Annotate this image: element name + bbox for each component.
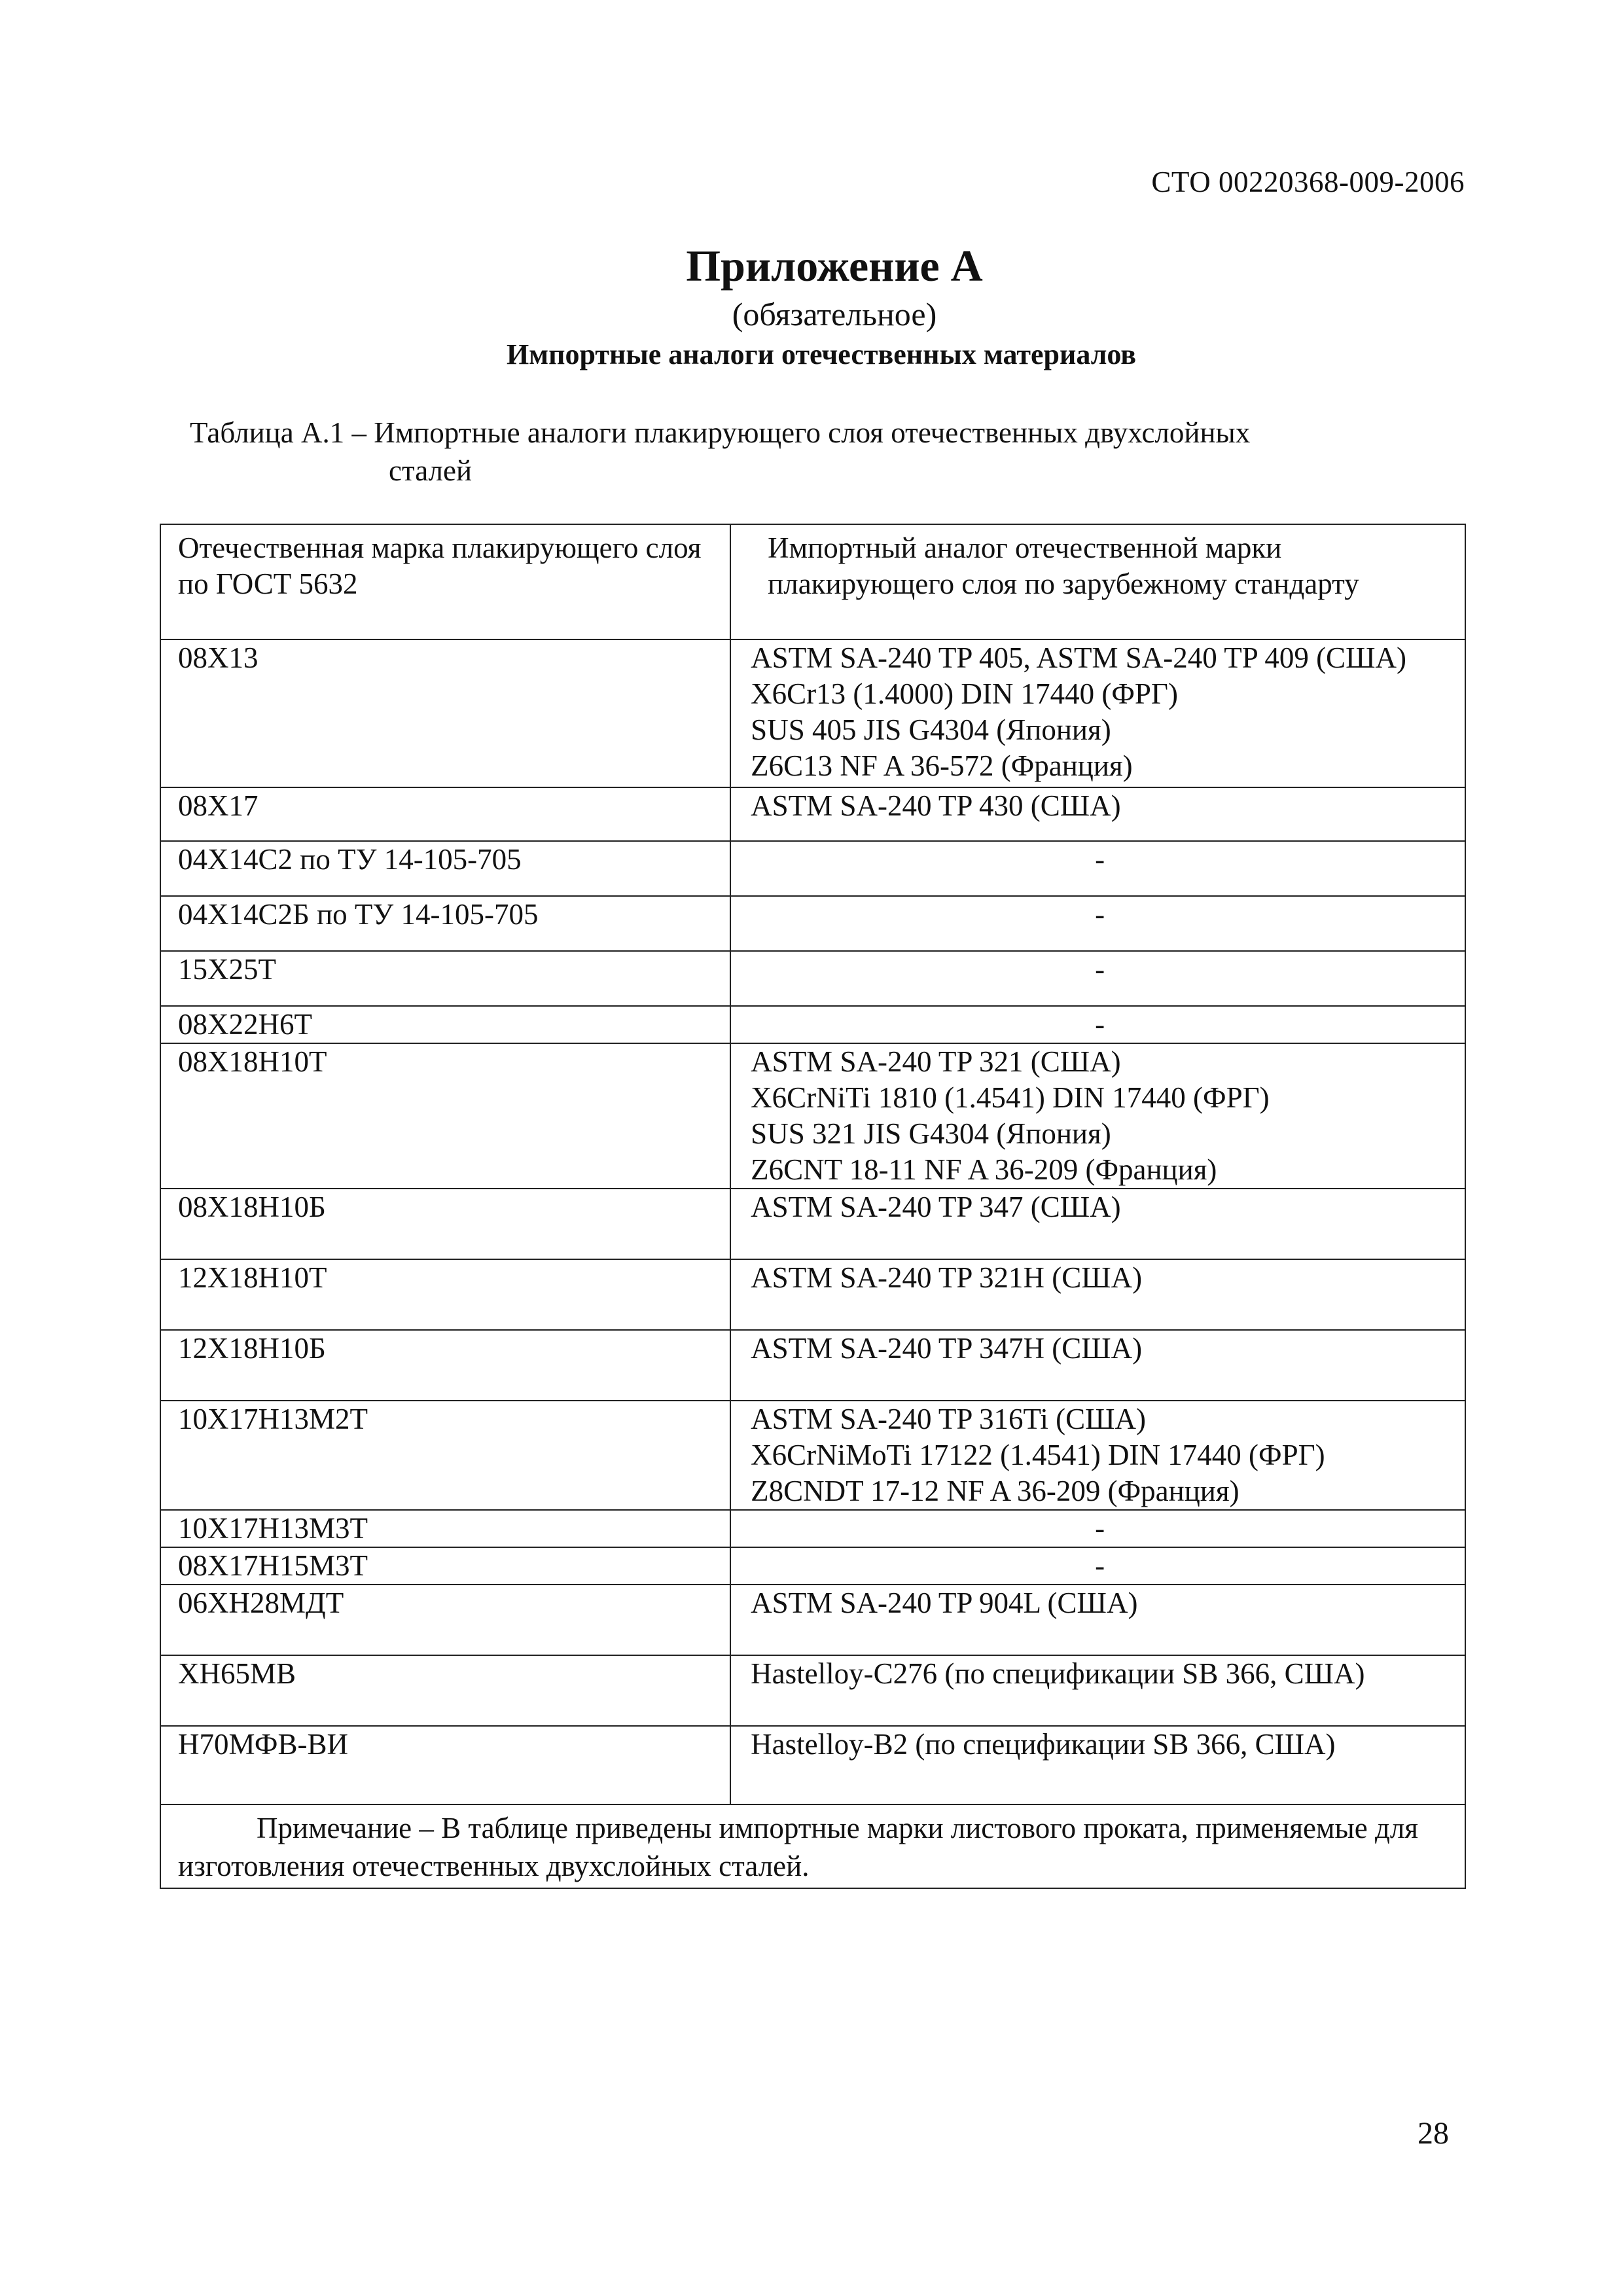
grade-cell: 06ХН28МДТ: [160, 1585, 730, 1655]
grade-cell: 10Х17Н13М2Т: [160, 1401, 730, 1510]
grade-cell: 08Х17: [160, 787, 730, 841]
table-caption: [190, 414, 1420, 490]
table-row: [160, 1655, 1465, 1726]
analog-cell: [730, 1189, 1465, 1259]
table-caption-line-2: сталей: [389, 454, 473, 487]
analog-cell: [730, 1547, 1465, 1585]
analog-line: ASTM SA-240 TP 904L (США): [751, 1587, 1138, 1619]
analog-line: ASTM SA-240 TP 347H (США): [751, 1332, 1143, 1365]
table-note: Примечание – В таблице приведены импортные марки листового проката, применяемые для изготовления отечественных двухслойных сталей.: [160, 1804, 1465, 1888]
grade-cell: ХН65МВ: [160, 1655, 730, 1726]
analog-cell: [730, 1006, 1465, 1043]
materials-table: [160, 524, 1466, 1889]
table-header-row: [160, 524, 1465, 639]
analog-line: ASTM SA-240 TP 347 (США): [751, 1191, 1121, 1223]
grade-cell: 10Х17Н13М3Т: [160, 1510, 730, 1547]
grade-cell: 08Х13: [160, 639, 730, 787]
table-note-row: [160, 1804, 1465, 1888]
table-row: [160, 1043, 1465, 1189]
table-row: [160, 1510, 1465, 1547]
grade-cell: Н70МФВ-ВИ: [160, 1726, 730, 1804]
table-row: [160, 841, 1465, 896]
analog-line: ASTM SA-240 TP 405, ASTM SA-240 TP 409 (США): [751, 641, 1406, 674]
analog-line: SUS 405 JIS G4304 (Япония): [751, 713, 1111, 746]
analog-line: Hastelloy-C276 (по спецификации SB 366, США): [751, 1657, 1365, 1690]
analog-cell: [730, 896, 1465, 951]
analog-line: SUS 321 JIS G4304 (Япония): [751, 1117, 1111, 1150]
table-row: [160, 1330, 1465, 1401]
no-analog-dash: -: [1095, 1549, 1105, 1582]
no-analog-dash: -: [1095, 953, 1105, 986]
grade-cell: 08Х18Н10Т: [160, 1043, 730, 1189]
appendix-subtitle: Импортные аналоги отечественных материалов: [506, 338, 1137, 370]
table-row: [160, 951, 1465, 1006]
analog-line: Hastelloy-B2 (по спецификации SB 366, США): [751, 1728, 1336, 1761]
analog-line: ASTM SA-240 TP 316Ti (США): [751, 1403, 1147, 1435]
grade-cell: 12Х18Н10Т: [160, 1259, 730, 1330]
table-row: [160, 1189, 1465, 1259]
document-code: СТО 00220368-009-2006: [1151, 166, 1465, 198]
analog-line: X6CrNiMoTi 17122 (1.4541) DIN 17440 (ФРГ): [751, 1439, 1325, 1471]
grade-cell: 12Х18Н10Б: [160, 1330, 730, 1401]
analog-line: ASTM SA-240 TP 321 (США): [751, 1045, 1121, 1078]
table-row: [160, 1726, 1465, 1804]
table-row: [160, 1259, 1465, 1330]
analog-cell: [730, 1259, 1465, 1330]
analog-line: Z8CNDT 17-12 NF A 36-209 (Франция): [751, 1475, 1240, 1507]
grade-cell: 08Х17Н15М3Т: [160, 1547, 730, 1585]
analog-line: Z6CNT 18-11 NF A 36-209 (Франция): [751, 1153, 1217, 1186]
table-body: [160, 639, 1465, 1804]
no-analog-dash: -: [1095, 843, 1105, 876]
analog-cell: [730, 639, 1465, 787]
analog-cell: [730, 1043, 1465, 1189]
no-analog-dash: -: [1095, 1008, 1105, 1041]
appendix-title: Приложение А: [686, 241, 983, 291]
table-row: [160, 1547, 1465, 1585]
analog-cell: [730, 787, 1465, 841]
no-analog-dash: -: [1095, 898, 1105, 931]
table-row: [160, 639, 1465, 787]
analog-cell: [730, 1585, 1465, 1655]
analog-line: ASTM SA-240 TP 430 (США): [751, 789, 1121, 822]
analog-cell: [730, 1330, 1465, 1401]
table-caption-line-1: Таблица А.1 – Импортные аналоги плакирующего слоя отечественных двухслойных: [190, 416, 1251, 449]
analog-cell: [730, 841, 1465, 896]
analog-cell: [730, 1726, 1465, 1804]
appendix-status: (обязательное): [732, 296, 937, 332]
no-analog-dash: -: [1095, 1512, 1105, 1545]
appendix-heading: [0, 238, 1623, 374]
grade-cell: 04Х14С2 по ТУ 14-105-705: [160, 841, 730, 896]
table-row: [160, 787, 1465, 841]
grade-cell: 15Х25Т: [160, 951, 730, 1006]
grade-cell: 04Х14С2Б по ТУ 14-105-705: [160, 896, 730, 951]
table-row: [160, 1401, 1465, 1510]
column-header-import-analog: Импортный аналог отечественной марки плакирующего слоя по зарубежному стандарту: [730, 524, 1465, 639]
analog-cell: [730, 1655, 1465, 1726]
analog-cell: [730, 951, 1465, 1006]
analog-line: X6CrNiTi 1810 (1.4541) DIN 17440 (ФРГ): [751, 1081, 1270, 1114]
grade-cell: 08Х18Н10Б: [160, 1189, 730, 1259]
analog-line: ASTM SA-240 TP 321H (США): [751, 1261, 1143, 1294]
analog-cell: [730, 1401, 1465, 1510]
table-row: [160, 1006, 1465, 1043]
grade-cell: 08Х22Н6Т: [160, 1006, 730, 1043]
page-number: 28: [1418, 2116, 1449, 2151]
table-row: [160, 1585, 1465, 1655]
analog-line: X6Cr13 (1.4000) DIN 17440 (ФРГ): [751, 677, 1178, 710]
analog-cell: [730, 1510, 1465, 1547]
analog-line: Z6C13 NF A 36-572 (Франция): [751, 749, 1133, 782]
table-row: [160, 896, 1465, 951]
column-header-domestic-grade: Отечественная марка плакирующего слоя по ГОСТ 5632: [160, 524, 730, 639]
